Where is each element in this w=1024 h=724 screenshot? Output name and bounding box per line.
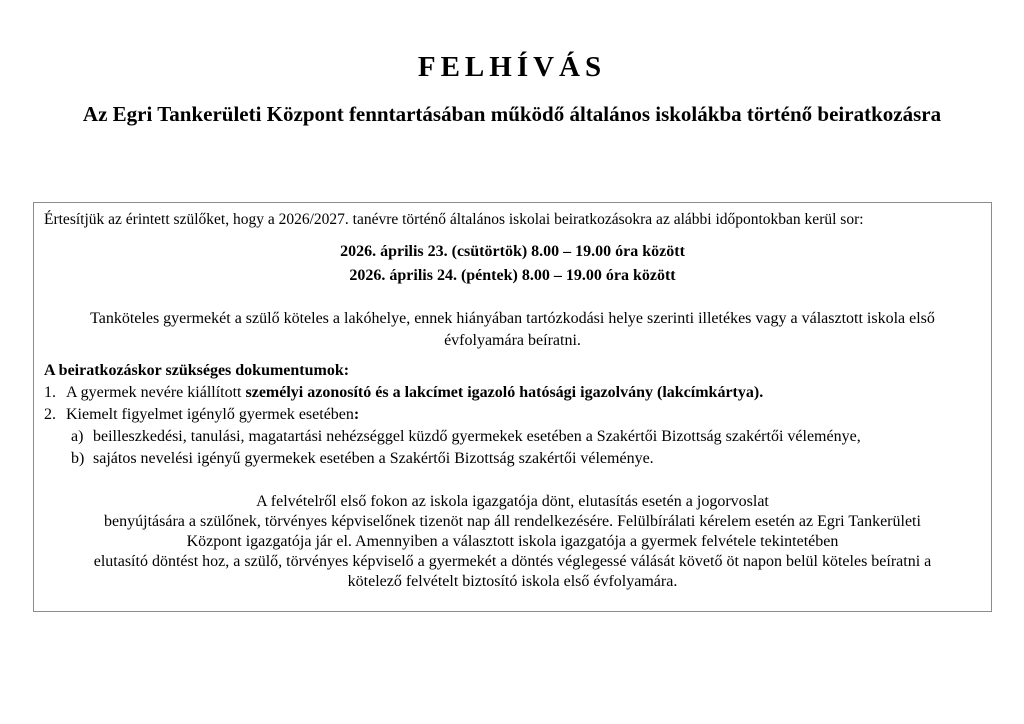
page-subtitle: Az Egri Tankerületi Központ fenntartásában működő általános iskolákba történő beiratkozásra [82, 102, 942, 126]
appeal-line: A felvételről első fokon az iskola igazgatója dönt, elutasítás esetén a jogorvoslat [256, 493, 769, 510]
list-item-text [66, 382, 981, 404]
documents-heading: A beiratkozáskor szükséges dokumentumok: [44, 362, 350, 379]
list-item-text [66, 404, 981, 426]
list-item-number: 2. [44, 406, 56, 423]
notice-box [33, 202, 992, 612]
enrollment-date-line-1: 2026. április 23. (csütörtök) 8.00 – 19.00 óra között [340, 243, 685, 260]
list-item-text-normal: A gyermek nevére kiállított [66, 384, 246, 401]
list-item-1 [44, 382, 981, 404]
sub-list-item-b [44, 448, 981, 470]
appeal-paragraph [44, 492, 981, 592]
appeal-line: Központ igazgatója jár el. Amennyiben a választott iskola igazgatója a gyermek felvétele tekintetében [186, 533, 839, 550]
sub-list-item-a [44, 426, 981, 448]
page-title: FELHÍVÁS [417, 51, 607, 83]
list-item-text-normal: Kiemelt figyelmet igénylő gyermek esetében [66, 406, 354, 423]
sub-item-text: beilleszkedési, tanulási, magatartási nehézséggel küzdő gyermekek esetében a Szakértői Bizottság szakértői véleménye, [93, 428, 861, 445]
enrollment-date-line-2: 2026. április 24. (péntek) 8.00 – 19.00 óra között [349, 267, 676, 284]
sub-item-label: a) [71, 428, 84, 445]
sub-item-label: b) [71, 450, 85, 467]
list-item-2 [44, 404, 981, 426]
list-item-text-bold: : [353, 406, 360, 423]
list-item-number: 1. [44, 384, 56, 401]
sub-item-text: sajátos nevelési igényű gyermekek esetében a Szakértői Bizottság szakértői véleménye. [93, 450, 654, 467]
list-item-text-bold: személyi azonosító és a lakcímet igazoló hatósági igazolvány (lakcímkártya). [245, 384, 764, 401]
appeal-line: kötelező felvételt biztosító iskola első évfolyamára. [347, 573, 678, 590]
appeal-line: elutasító döntést hoz, a szülő, törvényes képviselő a gyermekét a döntés véglegessé válását követő öt napon belül köteles beíratni a [93, 553, 932, 570]
obligation-paragraph: Tanköteles gyermekét a szülő köteles a lakóhelye, ennek hiányában tartózkodási helye szerinti illetékes vagy a választott iskola első évfolyamára beíratni. [90, 310, 935, 349]
intro-paragraph: Értesítjük az érintett szülőket, hogy a 2026/2027. tanévre történő általános iskolai beiratkozásokra az alábbi időpontokban kerül sor: [44, 211, 864, 228]
appeal-line: benyújtására a szülőnek, törvényes képviselőnek tizenöt nap áll rendelkezésére. Felülbírálati kérelem esetén az Egri Tankerületi [104, 513, 921, 530]
